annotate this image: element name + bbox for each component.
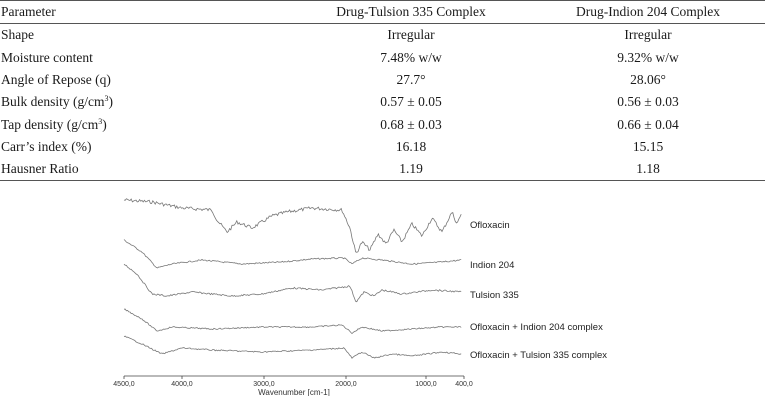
ftir-spectra-plot	[112, 192, 632, 396]
parameter-cell: Bulk density $(g/cm^3)$	[1, 94, 113, 110]
tulsion-value-cell: 7.48% w/w	[380, 49, 442, 65]
table-row	[0, 113, 765, 135]
parameter-cell: Angle of Repose (q)	[1, 72, 111, 88]
spectrum-label-ofloxacin-indion-complex: Ofloxacin + Indion 204 complex	[470, 322, 603, 333]
tulsion-value-cell: 27.7°	[396, 72, 426, 88]
tick-label: 2000,0	[335, 381, 357, 388]
indion-value-cell: 1.18	[636, 161, 660, 177]
spectrum-label-indion-204: Indion 204	[470, 260, 515, 271]
superscript: 3	[104, 94, 109, 104]
spectrum-label-tulsion-335: Tulsion 335	[470, 290, 519, 301]
indion-value-cell: 15.15	[632, 138, 664, 154]
table-header-row	[0, 1, 765, 24]
spectrum-trace-3	[124, 264, 461, 302]
tick-label: 4000,0	[171, 381, 193, 388]
tulsion-value-cell: 0.57 ± 0.05	[380, 94, 442, 110]
ftir-spectra-figure	[112, 192, 632, 396]
indion-value-cell: 28.06°	[630, 72, 666, 88]
spectra-traces	[124, 199, 461, 358]
tulsion-value-cell: 0.68 ± 0.03	[380, 116, 442, 132]
parameter-cell: Moisture content	[1, 49, 93, 65]
properties-table	[0, 0, 765, 181]
x-axis-title: Wavenumber [cm-1]	[258, 388, 330, 396]
spectrum-trace-1	[124, 199, 461, 253]
parameter-cell: Carr’s index (%)	[1, 138, 92, 154]
spectrum-label-ofloxacin: Ofloxacin	[470, 220, 510, 231]
table-row	[0, 24, 765, 47]
indion-value-cell: 0.66 ± 0.04	[617, 116, 679, 132]
tick-label: 1000,0	[415, 381, 437, 388]
spectrum-trace-5	[124, 336, 461, 358]
tick-label: 3000,0	[253, 381, 275, 388]
table-row	[0, 91, 765, 113]
parameter-cell: Tap density $(g/cm^3)$	[1, 116, 107, 132]
spectrum-trace-2	[124, 240, 461, 268]
table-row	[0, 47, 765, 69]
indion-value-cell: 0.56 ± 0.03	[617, 94, 679, 110]
header-indion-complex: Drug-Indion 204 Complex	[576, 4, 720, 20]
properties-table-wrapper	[0, 0, 765, 181]
header-parameter: Parameter	[1, 4, 56, 20]
tulsion-value-cell: 1.19	[399, 161, 423, 177]
parameter-cell: Shape	[1, 27, 34, 43]
tick-label: 400,0	[455, 381, 473, 388]
header-tulsion-complex: Drug-Tulsion 335 Complex	[336, 4, 486, 20]
table-row	[0, 158, 765, 181]
table-row	[0, 69, 765, 91]
tick-label: 4500,0	[113, 381, 135, 388]
x-axis-ticks	[124, 376, 464, 379]
tulsion-value-cell: 16.18	[395, 138, 427, 154]
indion-value-cell: 9.32% w/w	[617, 49, 679, 65]
tulsion-value-cell: Irregular	[387, 27, 435, 43]
spectrum-label-ofloxacin-tulsion-complex: Ofloxacin + Tulsion 335 complex	[470, 350, 608, 361]
indion-value-cell: Irregular	[624, 27, 672, 43]
table-row	[0, 136, 765, 158]
parameter-cell: Hausner Ratio	[1, 161, 79, 177]
spectrum-trace-4	[124, 309, 461, 334]
superscript: 3	[98, 116, 103, 126]
